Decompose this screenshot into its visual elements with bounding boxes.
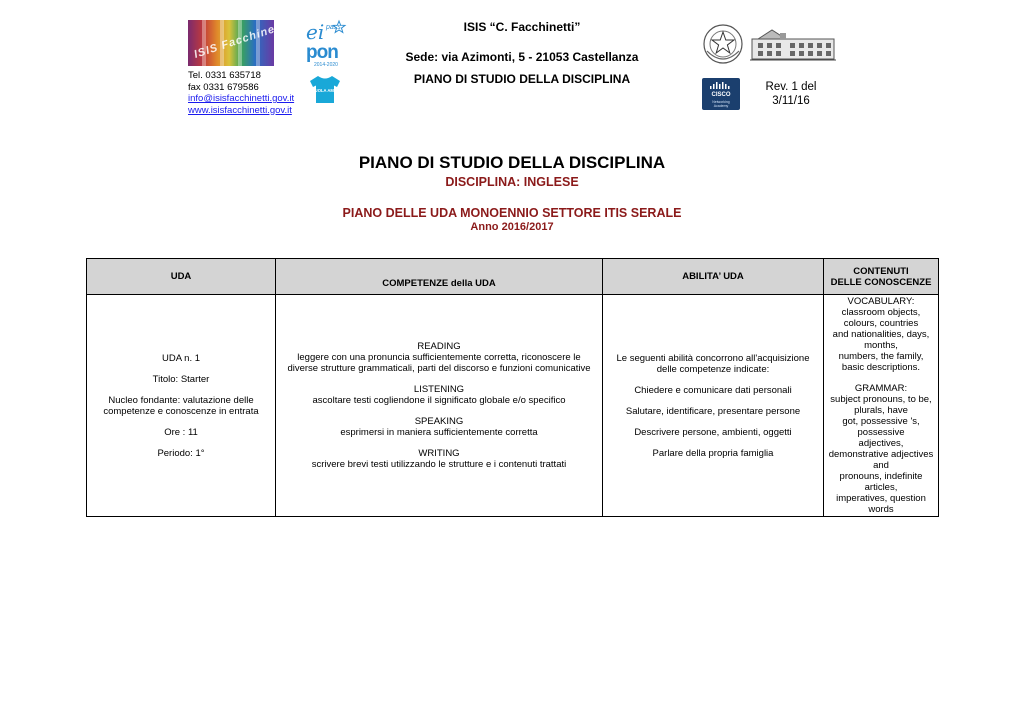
year-title: Anno 2016/2017 — [470, 221, 554, 233]
school-logo — [188, 19, 290, 66]
competence-speaking: SPEAKING esprimersi in maniera sufficientemente corretta — [340, 416, 538, 438]
competence-reading: READING leggere con una pronuncia sufficientemente corretta, riconoscere le diverse strutture grammaticali, parti del discorso e funzioni comunicative — [287, 341, 591, 374]
uda-number: UDA n. 1 — [161, 352, 201, 364]
tshirt-icon — [306, 74, 344, 104]
abilita-intro: Le seguenti abilità concorrono all'acquisizione delle competenze indicate: — [616, 352, 810, 375]
contact-website-link[interactable]: www.isisfacchinetti.gov.it — [188, 104, 292, 116]
list-item: Salutare, identificare, presentare persone — [625, 405, 801, 417]
header-uda: UDA — [87, 259, 276, 295]
pon-logo: ei pass pon 2014-2020 — [302, 20, 348, 66]
table-row — [87, 295, 939, 517]
discipline-title: DISCIPLINA: INGLESE — [445, 175, 579, 189]
list-item: Descrivere persone, ambienti, oggetti — [634, 426, 792, 438]
school-address: Sede: via Azimonti, 5 - 21053 Castellanza — [405, 50, 639, 64]
contenuti-vocabulary: VOCABULARY: classroom objects, colours, countries and nationalities, days, months, numbers, the family, basic descriptions. — [832, 296, 930, 373]
header-contenuti: CONTENUTI DELLE CONOSCENZE — [824, 259, 939, 295]
cisco-logo: CISCO Networking Academy — [702, 78, 740, 110]
svg-text:SCUOLA AMICA: SCUOLA AMICA — [308, 88, 342, 93]
contact-block — [188, 70, 294, 116]
school-name: ISIS “C. Facchinetti” — [463, 20, 581, 34]
republic-emblem-icon — [702, 23, 744, 65]
table-header-row — [87, 259, 939, 295]
contact-tel: Tel. 0331 635718 — [188, 70, 261, 81]
list-item: Parlare della propria famiglia — [652, 447, 774, 459]
uda-period: Periodo: 1° — [157, 447, 205, 459]
contact-email-link[interactable]: info@isisfacchinetti.gov.it — [188, 93, 295, 104]
doc-label: PIANO DI STUDIO DELLA DISCIPLINA — [413, 72, 631, 86]
building-icon — [750, 27, 836, 63]
revision-info: Rev. 1 del 3/11/16 — [765, 81, 817, 107]
header-competenze: COMPETENZE della UDA — [276, 259, 603, 295]
school-logo-text: ISIS Facchinetti — [192, 19, 290, 61]
header-abilita: ABILITA’ UDA — [603, 259, 824, 295]
competence-listening: LISTENING ascoltare testi cogliendone il significato globale e/o specifico — [312, 384, 566, 406]
cell-abilita — [603, 295, 824, 517]
page-title: PIANO DI STUDIO DELLA DISCIPLINA — [358, 153, 666, 172]
uda-title: Titolo: Starter — [152, 373, 210, 385]
cell-contenuti — [824, 295, 939, 517]
star-icon — [332, 20, 346, 34]
cell-uda — [87, 295, 276, 517]
uda-hours: Ore : 11 — [164, 426, 198, 438]
uda-table — [86, 258, 939, 517]
cell-competenze — [276, 295, 603, 517]
contenuti-grammar: GRAMMAR: subject pronouns, to be, plurals, have got, possessive 's, possessive adjectives, demonstrative adjectives and pronouns, indefinite articles, imperatives, question words — [828, 383, 934, 515]
list-item: Chiedere e comunicare dati personali — [634, 384, 792, 396]
plan-title: PIANO DELLE UDA MONOENNIO SETTORE ITIS SERALE — [342, 206, 682, 220]
contact-fax: fax 0331 679586 — [188, 81, 259, 93]
uda-nucleus: Nucleo fondante: valutazione delle competenze e conoscenze in entrata — [103, 394, 259, 417]
competence-writing: WRITING scrivere brevi testi utilizzando le strutture e i contenuti trattati — [311, 448, 567, 470]
